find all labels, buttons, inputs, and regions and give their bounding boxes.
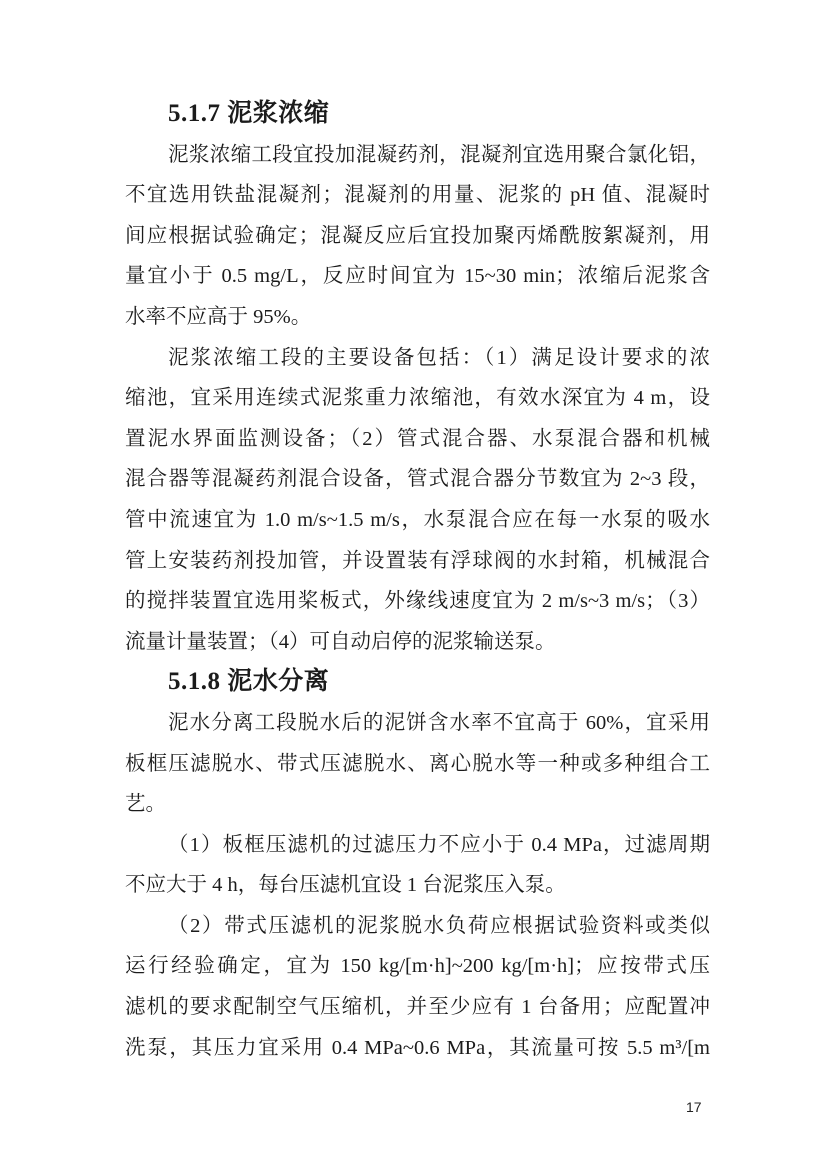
text-line: （2）带式压滤机的泥浆脱水负荷应根据试验资料或类似 xyxy=(168,914,710,937)
text-line: 置泥水界面监测设备；（2）管式混合器、水泵混合器和机械 xyxy=(125,427,710,450)
text-line: 缩池，宜采用连续式泥浆重力浓缩池，有效水深宜为 4 m，设 xyxy=(125,387,710,410)
text-line: 艺。 xyxy=(125,793,166,816)
text-line: 滤机的要求配制空气压缩机，并至少应有 1 台备用；应配置冲 xyxy=(125,996,710,1019)
text-line: 泥浆浓缩工段宜投加混凝药剂，混凝剂宜选用聚合氯化铝， xyxy=(168,143,710,166)
text-line: 混合器等混凝药剂混合设备，管式混合器分节数宜为 2~3 段， xyxy=(125,468,710,491)
text-line: 间应根据试验确定；混凝反应后宜投加聚丙烯酰胺絮凝剂，用 xyxy=(125,224,710,247)
document-body xyxy=(125,94,710,1068)
text-line: 不宜选用铁盐混凝剂；混凝剂的用量、泥浆的 pH 值、混凝时 xyxy=(125,184,710,207)
text-line: 板框压滤脱水、带式压滤脱水、离心脱水等一种或多种组合工 xyxy=(125,752,710,775)
text-line: 管中流速宜为 1.0 m/s~1.5 m/s，水泵混合应在每一水泵的吸水 xyxy=(125,508,710,531)
text-line: 管上安装药剂投加管，并设置装有浮球阀的水封箱，机械混合 xyxy=(125,549,710,572)
text-line: 量宜小于 0.5 mg/L，反应时间宜为 15~30 min；浓缩后泥浆含 xyxy=(125,265,710,288)
text-line: 泥水分离工段脱水后的泥饼含水率不宜高于 60%，宜采用 xyxy=(168,711,710,734)
text-line: 的搅拌装置宜选用桨板式，外缘线速度宜为 2 m/s~3 m/s；（3） xyxy=(125,590,710,613)
text-line: 运行经验确定，宜为 150 kg/[m·h]~200 kg/[m·h]；应按带式压 xyxy=(125,955,710,978)
section-heading: 5.1.8 泥水分离 xyxy=(168,668,330,696)
page-number: 17 xyxy=(686,1099,702,1115)
text-line: 不应大于 4 h，每台压滤机宜设 1 台泥浆压入泵。 xyxy=(125,874,566,897)
text-line: 流量计量装置；（4）可自动启停的泥浆输送泵。 xyxy=(125,630,556,653)
section-heading: 5.1.7 泥浆浓缩 xyxy=(168,100,330,127)
text-line: 泥浆浓缩工段的主要设备包括：（1）满足设计要求的浓 xyxy=(168,346,710,369)
text-line: （1）板框压滤机的过滤压力不应小于 0.4 MPa，过滤周期 xyxy=(168,833,710,856)
text-line: 水率不应高于 95%。 xyxy=(125,305,312,328)
text-line: 洗泵，其压力宜采用 0.4 MPa~0.6 MPa，其流量可按 5.5 m³/[m xyxy=(125,1036,710,1059)
